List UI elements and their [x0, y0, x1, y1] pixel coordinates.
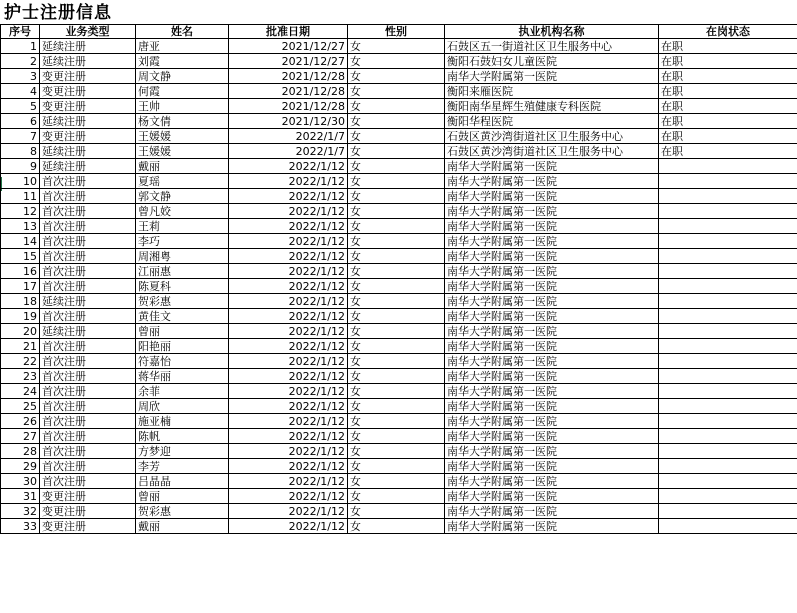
cell-org[interactable]: 南华大学附属第一医院 [445, 474, 659, 489]
cell-sex[interactable]: 女 [348, 99, 445, 114]
cell-no[interactable]: 6 [1, 114, 40, 129]
table-row [1, 474, 797, 489]
cell-date[interactable]: 2022/1/7 [229, 129, 348, 144]
cell-org[interactable]: 南华大学附属第一医院 [445, 294, 659, 309]
cell-name[interactable]: 贺彩惠 [136, 294, 229, 309]
cell-sex[interactable]: 女 [348, 54, 445, 69]
cell-no[interactable]: 18 [1, 294, 40, 309]
cell-name[interactable]: 戴丽 [136, 159, 229, 174]
cell-org[interactable]: 石鼓区五一街道社区卫生服务中心 [445, 39, 659, 54]
cell-no[interactable]: 8 [1, 144, 40, 159]
header-name[interactable]: 姓名 [136, 25, 229, 39]
table-row [1, 264, 797, 279]
cell-type[interactable]: 延续注册 [40, 159, 136, 174]
cell-sex[interactable]: 女 [348, 399, 445, 414]
cell-type[interactable]: 变更注册 [40, 99, 136, 114]
cell-org[interactable]: 南华大学附属第一医院 [445, 384, 659, 399]
table-row [1, 39, 797, 54]
cell-org[interactable]: 南华大学附属第一医院 [445, 234, 659, 249]
cell-date[interactable]: 2022/1/12 [229, 204, 348, 219]
table-row [1, 489, 797, 504]
cell-sex[interactable]: 女 [348, 324, 445, 339]
cell-org[interactable]: 南华大学附属第一医院 [445, 174, 659, 189]
table-row [1, 444, 797, 459]
cell-status[interactable] [659, 264, 797, 279]
table-row [1, 279, 797, 294]
cell-status[interactable] [659, 174, 797, 189]
cell-org[interactable]: 衡阳华程医院 [445, 114, 659, 129]
cell-no[interactable]: 4 [1, 84, 40, 99]
cell-org[interactable]: 南华大学附属第一医院 [445, 249, 659, 264]
cell-no[interactable]: 30 [1, 474, 40, 489]
cell-sex[interactable]: 女 [348, 114, 445, 129]
cell-status[interactable] [659, 294, 797, 309]
cell-name[interactable]: 何霞 [136, 84, 229, 99]
cell-org[interactable]: 南华大学附属第一医院 [445, 504, 659, 519]
cell-no[interactable]: 11 [1, 189, 40, 204]
cell-name[interactable]: 郭文静 [136, 189, 229, 204]
cell-date[interactable]: 2022/1/12 [229, 264, 348, 279]
table-row [1, 99, 797, 114]
cell-date[interactable]: 2022/1/12 [229, 444, 348, 459]
cell-no[interactable]: 9 [1, 159, 40, 174]
cell-org[interactable]: 衡阳来雁医院 [445, 84, 659, 99]
cell-status[interactable] [659, 249, 797, 264]
cell-status[interactable]: 在职 [659, 84, 797, 99]
cell-name[interactable]: 陈帆 [136, 429, 229, 444]
table-row [1, 294, 797, 309]
cell-sex[interactable]: 女 [348, 504, 445, 519]
table-row [1, 399, 797, 414]
cell-name[interactable]: 戴丽 [136, 519, 229, 534]
table-row [1, 324, 797, 339]
cell-sex[interactable]: 女 [348, 519, 445, 534]
nurse-registration-table [0, 24, 797, 534]
table-row [1, 369, 797, 384]
cell-sex[interactable]: 女 [348, 84, 445, 99]
cell-type[interactable]: 延续注册 [40, 114, 136, 129]
cell-type[interactable]: 首次注册 [40, 399, 136, 414]
cell-name[interactable]: 阳艳丽 [136, 339, 229, 354]
table-row [1, 189, 797, 204]
cell-date[interactable]: 2022/1/12 [229, 369, 348, 384]
cell-name[interactable]: 王媛媛 [136, 129, 229, 144]
cell-date[interactable]: 2022/1/12 [229, 429, 348, 444]
cell-type[interactable]: 首次注册 [40, 174, 136, 189]
cell-name[interactable]: 贺彩惠 [136, 504, 229, 519]
cell-no[interactable]: 12 [1, 204, 40, 219]
cell-no[interactable]: 24 [1, 384, 40, 399]
cell-status[interactable] [659, 309, 797, 324]
cell-status[interactable] [659, 339, 797, 354]
cell-no[interactable]: 33 [1, 519, 40, 534]
cell-no[interactable]: 17 [1, 279, 40, 294]
cell-type[interactable]: 首次注册 [40, 474, 136, 489]
cell-date[interactable]: 2022/1/12 [229, 159, 348, 174]
cell-date[interactable]: 2022/1/12 [229, 519, 348, 534]
cell-status[interactable] [659, 369, 797, 384]
cell-sex[interactable]: 女 [348, 189, 445, 204]
cell-date[interactable]: 2022/1/12 [229, 354, 348, 369]
cell-sex[interactable]: 女 [348, 204, 445, 219]
cell-name[interactable]: 王媛媛 [136, 144, 229, 159]
cell-org[interactable]: 南华大学附属第一医院 [445, 489, 659, 504]
cell-type[interactable]: 延续注册 [40, 54, 136, 69]
cell-date[interactable]: 2022/1/12 [229, 189, 348, 204]
table-row [1, 144, 797, 159]
table-row [1, 339, 797, 354]
cell-sex[interactable]: 女 [348, 309, 445, 324]
cell-status[interactable] [659, 504, 797, 519]
cell-type[interactable]: 延续注册 [40, 324, 136, 339]
cell-type[interactable]: 首次注册 [40, 429, 136, 444]
cell-no[interactable]: 16 [1, 264, 40, 279]
cell-date[interactable]: 2022/1/12 [229, 219, 348, 234]
cell-status[interactable] [659, 414, 797, 429]
cell-status[interactable]: 在职 [659, 114, 797, 129]
cell-type[interactable]: 首次注册 [40, 384, 136, 399]
cell-type[interactable]: 变更注册 [40, 69, 136, 84]
cell-sex[interactable]: 女 [348, 159, 445, 174]
cell-status[interactable] [659, 399, 797, 414]
table-row [1, 159, 797, 174]
table-row [1, 69, 797, 84]
cell-org[interactable]: 南华大学附属第一医院 [445, 369, 659, 384]
table-row [1, 204, 797, 219]
cell-date[interactable]: 2021/12/27 [229, 39, 348, 54]
cell-no[interactable]: 15 [1, 249, 40, 264]
cell-no[interactable]: 26 [1, 414, 40, 429]
cell-date[interactable]: 2022/1/12 [229, 414, 348, 429]
cell-date[interactable]: 2022/1/12 [229, 324, 348, 339]
table-row [1, 354, 797, 369]
cell-sex[interactable]: 女 [348, 384, 445, 399]
cell-status[interactable] [659, 204, 797, 219]
cell-sex[interactable]: 女 [348, 264, 445, 279]
cell-type[interactable]: 延续注册 [40, 144, 136, 159]
cell-no[interactable]: 28 [1, 444, 40, 459]
cell-status[interactable] [659, 279, 797, 294]
cell-date[interactable]: 2022/1/12 [229, 474, 348, 489]
cell-org[interactable]: 南华大学附属第一医院 [445, 309, 659, 324]
cell-type[interactable]: 首次注册 [40, 309, 136, 324]
cell-date[interactable]: 2022/1/12 [229, 339, 348, 354]
cell-sex[interactable]: 女 [348, 39, 445, 54]
cell-sex[interactable]: 女 [348, 279, 445, 294]
cell-org[interactable]: 石鼓区黄沙湾街道社区卫生服务中心 [445, 129, 659, 144]
cell-org[interactable]: 南华大学附属第一医院 [445, 264, 659, 279]
cell-org[interactable]: 南华大学附属第一医院 [445, 204, 659, 219]
cell-name[interactable]: 黄佳文 [136, 309, 229, 324]
cell-status[interactable] [659, 489, 797, 504]
cell-sex[interactable]: 女 [348, 234, 445, 249]
cell-no[interactable]: 19 [1, 309, 40, 324]
cell-no[interactable]: 14 [1, 234, 40, 249]
cell-org[interactable]: 石鼓区黄沙湾街道社区卫生服务中心 [445, 144, 659, 159]
cell-sex[interactable]: 女 [348, 354, 445, 369]
cell-no[interactable]: 32 [1, 504, 40, 519]
cell-status[interactable] [659, 384, 797, 399]
cell-date[interactable]: 2022/1/12 [229, 174, 348, 189]
cell-sex[interactable]: 女 [348, 144, 445, 159]
cell-name[interactable]: 王帅 [136, 99, 229, 114]
cell-name[interactable]: 唐亚 [136, 39, 229, 54]
cell-type[interactable]: 变更注册 [40, 489, 136, 504]
header-date[interactable]: 批准日期 [229, 25, 348, 39]
header-row [1, 25, 797, 39]
cell-type[interactable]: 首次注册 [40, 204, 136, 219]
cell-name[interactable]: 方梦迎 [136, 444, 229, 459]
cell-sex[interactable]: 女 [348, 369, 445, 384]
cell-status[interactable] [659, 444, 797, 459]
cell-name[interactable]: 周文静 [136, 69, 229, 84]
table-row [1, 114, 797, 129]
cell-status[interactable] [659, 519, 797, 534]
cell-name[interactable]: 曾凡姣 [136, 204, 229, 219]
cell-date[interactable]: 2022/1/12 [229, 384, 348, 399]
cell-no[interactable]: 7 [1, 129, 40, 144]
cell-type[interactable]: 首次注册 [40, 339, 136, 354]
cell-status[interactable]: 在职 [659, 144, 797, 159]
table-row [1, 429, 797, 444]
cell-org[interactable]: 南华大学附属第一医院 [445, 399, 659, 414]
cell-status[interactable] [659, 324, 797, 339]
cell-no[interactable]: 5 [1, 99, 40, 114]
cell-sex[interactable]: 女 [348, 69, 445, 84]
cell-org[interactable]: 南华大学附属第一医院 [445, 429, 659, 444]
cell-sex[interactable]: 女 [348, 249, 445, 264]
cell-org[interactable]: 南华大学附属第一医院 [445, 219, 659, 234]
cell-type[interactable]: 首次注册 [40, 234, 136, 249]
table-row [1, 174, 797, 189]
cell-type[interactable]: 变更注册 [40, 504, 136, 519]
cell-type[interactable]: 变更注册 [40, 129, 136, 144]
cell-no[interactable]: 23 [1, 369, 40, 384]
table-row [1, 384, 797, 399]
cell-name[interactable]: 曾丽 [136, 489, 229, 504]
cell-date[interactable]: 2022/1/12 [229, 294, 348, 309]
header-no[interactable]: 序号 [1, 25, 40, 39]
cell-date[interactable]: 2022/1/7 [229, 144, 348, 159]
cell-sex[interactable]: 女 [348, 459, 445, 474]
cell-name[interactable]: 吕晶晶 [136, 474, 229, 489]
cell-status[interactable] [659, 459, 797, 474]
cell-name[interactable]: 夏瑶 [136, 174, 229, 189]
cell-date[interactable]: 2022/1/12 [229, 489, 348, 504]
cell-org[interactable]: 南华大学附属第一医院 [445, 189, 659, 204]
cell-name[interactable]: 周湘粤 [136, 249, 229, 264]
page-title: 护士注册信息 [4, 3, 112, 23]
cell-org[interactable]: 南华大学附属第一医院 [445, 279, 659, 294]
cell-status[interactable] [659, 159, 797, 174]
cell-status[interactable]: 在职 [659, 129, 797, 144]
cell-sex[interactable]: 女 [348, 339, 445, 354]
table-row [1, 234, 797, 249]
cell-name[interactable]: 陈夏科 [136, 279, 229, 294]
cell-name[interactable]: 李巧 [136, 234, 229, 249]
cell-status[interactable] [659, 234, 797, 249]
cell-no[interactable]: 2 [1, 54, 40, 69]
cell-no[interactable]: 10 [1, 174, 40, 189]
table-row [1, 219, 797, 234]
cell-org[interactable]: 南华大学附属第一医院 [445, 414, 659, 429]
cell-type[interactable]: 首次注册 [40, 279, 136, 294]
cell-date[interactable]: 2022/1/12 [229, 459, 348, 474]
table-row [1, 414, 797, 429]
header-type[interactable]: 业务类型 [40, 25, 136, 39]
cell-date[interactable]: 2022/1/12 [229, 234, 348, 249]
table-row [1, 309, 797, 324]
cell-status[interactable] [659, 189, 797, 204]
cell-sex[interactable]: 女 [348, 489, 445, 504]
cell-name[interactable]: 刘霞 [136, 54, 229, 69]
cell-type[interactable]: 首次注册 [40, 189, 136, 204]
cell-org[interactable]: 南华大学附属第一医院 [445, 159, 659, 174]
cell-type[interactable]: 变更注册 [40, 84, 136, 99]
table-row [1, 129, 797, 144]
cell-org[interactable]: 南华大学附属第一医院 [445, 324, 659, 339]
cell-name[interactable]: 江丽惠 [136, 264, 229, 279]
cell-status[interactable]: 在职 [659, 69, 797, 84]
cell-no[interactable]: 22 [1, 354, 40, 369]
cell-no[interactable]: 25 [1, 399, 40, 414]
cell-type[interactable]: 首次注册 [40, 264, 136, 279]
cell-name[interactable]: 曾丽 [136, 324, 229, 339]
cell-name[interactable]: 蒋华丽 [136, 369, 229, 384]
cell-date[interactable]: 2022/1/12 [229, 309, 348, 324]
cell-sex[interactable]: 女 [348, 429, 445, 444]
cell-type[interactable]: 首次注册 [40, 444, 136, 459]
cell-type[interactable]: 首次注册 [40, 354, 136, 369]
cell-no[interactable]: 29 [1, 459, 40, 474]
cell-date[interactable]: 2021/12/28 [229, 69, 348, 84]
table-row [1, 519, 797, 534]
cell-type[interactable]: 首次注册 [40, 249, 136, 264]
cell-org[interactable]: 衡阳南华星辉生殖健康专科医院 [445, 99, 659, 114]
cell-type[interactable]: 延续注册 [40, 294, 136, 309]
table-row [1, 249, 797, 264]
cell-sex[interactable]: 女 [348, 474, 445, 489]
cell-date[interactable]: 2022/1/12 [229, 504, 348, 519]
cell-type[interactable]: 延续注册 [40, 39, 136, 54]
cell-org[interactable]: 南华大学附属第一医院 [445, 459, 659, 474]
table-row [1, 54, 797, 69]
cell-type[interactable]: 首次注册 [40, 414, 136, 429]
cell-org[interactable]: 南华大学附属第一医院 [445, 354, 659, 369]
cell-date[interactable]: 2021/12/27 [229, 54, 348, 69]
cell-status[interactable]: 在职 [659, 39, 797, 54]
cell-no[interactable]: 21 [1, 339, 40, 354]
cell-name[interactable]: 杨文倩 [136, 114, 229, 129]
header-status[interactable]: 在岗状态 [659, 25, 797, 39]
cell-status[interactable] [659, 219, 797, 234]
cell-name[interactable]: 周欣 [136, 399, 229, 414]
cell-status[interactable]: 在职 [659, 54, 797, 69]
cell-date[interactable]: 2022/1/12 [229, 279, 348, 294]
cell-name[interactable]: 余菲 [136, 384, 229, 399]
cell-name[interactable]: 李芳 [136, 459, 229, 474]
cell-date[interactable]: 2022/1/12 [229, 249, 348, 264]
cell-sex[interactable]: 女 [348, 414, 445, 429]
cell-org[interactable]: 南华大学附属第一医院 [445, 69, 659, 84]
cell-type[interactable]: 首次注册 [40, 459, 136, 474]
cell-date[interactable]: 2021/12/28 [229, 99, 348, 114]
header-org[interactable]: 执业机构名称 [445, 25, 659, 39]
header-sex[interactable]: 性别 [348, 25, 445, 39]
cell-name[interactable]: 符嘉怡 [136, 354, 229, 369]
cell-no[interactable]: 1 [1, 39, 40, 54]
cell-type[interactable]: 首次注册 [40, 219, 136, 234]
table-row [1, 84, 797, 99]
cell-no[interactable]: 31 [1, 489, 40, 504]
cell-sex[interactable]: 女 [348, 294, 445, 309]
cell-sex[interactable]: 女 [348, 129, 445, 144]
cell-sex[interactable]: 女 [348, 444, 445, 459]
cell-type[interactable]: 首次注册 [40, 369, 136, 384]
cell-status[interactable] [659, 354, 797, 369]
cell-name[interactable]: 施亚楠 [136, 414, 229, 429]
cell-status[interactable] [659, 429, 797, 444]
cell-date[interactable]: 2021/12/30 [229, 114, 348, 129]
cell-sex[interactable]: 女 [348, 174, 445, 189]
cell-status[interactable]: 在职 [659, 99, 797, 114]
cell-no[interactable]: 3 [1, 69, 40, 84]
cell-org[interactable]: 南华大学附属第一医院 [445, 339, 659, 354]
cell-org[interactable]: 南华大学附属第一医院 [445, 444, 659, 459]
cell-type[interactable]: 变更注册 [40, 519, 136, 534]
cell-date[interactable]: 2021/12/28 [229, 84, 348, 99]
cell-sex[interactable]: 女 [348, 219, 445, 234]
cell-name[interactable]: 王莉 [136, 219, 229, 234]
cell-org[interactable]: 南华大学附属第一医院 [445, 519, 659, 534]
cell-status[interactable] [659, 474, 797, 489]
cell-date[interactable]: 2022/1/12 [229, 399, 348, 414]
table-row [1, 504, 797, 519]
cell-no[interactable]: 27 [1, 429, 40, 444]
table-row [1, 459, 797, 474]
cell-no[interactable]: 20 [1, 324, 40, 339]
cell-org[interactable]: 衡阳石鼓妇女儿童医院 [445, 54, 659, 69]
cell-no[interactable]: 13 [1, 219, 40, 234]
